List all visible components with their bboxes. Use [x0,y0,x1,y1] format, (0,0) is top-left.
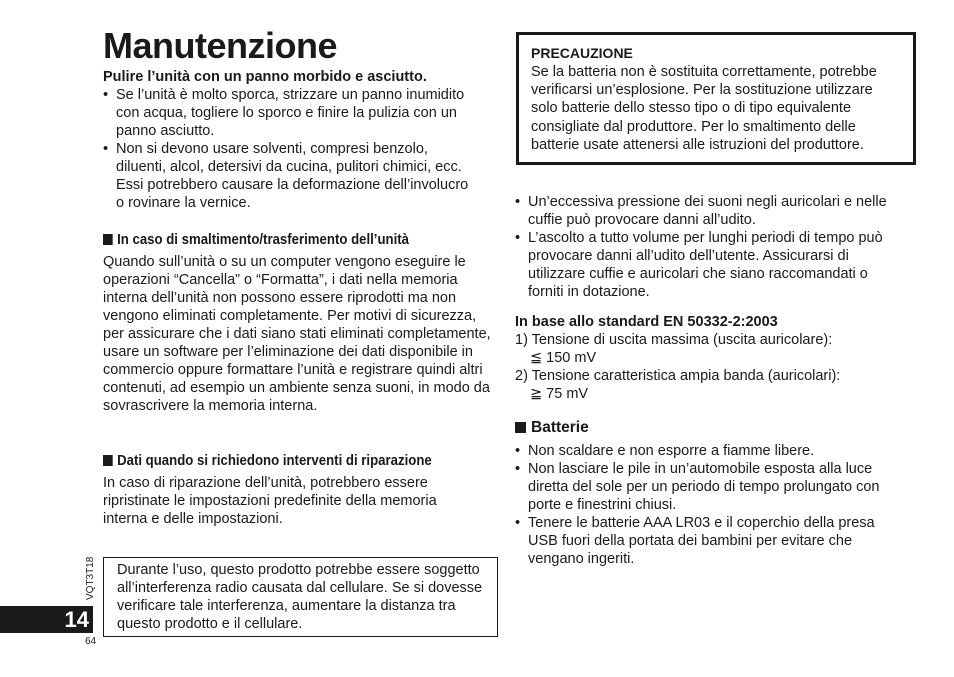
note-text: Durante l’uso, questo prodotto potrebbe essere soggetto all’interferenza radio causata dal cellulare. Se si dovesse verificare tale interferenza, aumentare la distanza tra questo prodotto e il cellulare. [117,562,483,632]
section-heading-text: Batterie [531,419,589,436]
cleaning-list [103,86,478,212]
cleaning-heading: Pulire l’unità con un panno morbido e asciutto. [103,69,427,85]
page-number: 14 [0,606,93,633]
section-heading-text: Dati quando si richiedono interventi di riparazione [117,452,432,469]
document-code: VQT3T18 [85,556,96,600]
standard-list [515,331,907,403]
footer-number: 64 [85,636,97,647]
battery-list [515,442,903,568]
standard-item-value: ≦ 150 mV [530,350,597,366]
list-item: • Tenere le batterie AAA LR03 e il coperchio della presa USB fuori della portata dei bambini per evitare che vengano ingeriti. [515,514,903,568]
caution-box [516,32,916,165]
caution-title: PRECAUZIONE [531,45,633,61]
repair-section-heading [103,451,432,470]
standard-item-value: ≧ 75 mV [530,386,589,402]
disposal-section-heading [103,230,409,249]
battery-section-heading [515,418,589,437]
section-heading-text: In caso di smaltimento/trasferimento dell’unità [117,231,410,248]
square-bullet-icon [103,455,113,466]
repair-text: In caso di riparazione dell’unità, potrebbero essere ripristinate le impostazioni predefinite della memoria interna e delle impostazioni. [103,475,437,527]
list-item: • L’ascolto a tutto volume per lunghi periodi di tempo può provocare danni all’udito dell’utente. Assicurarsi di utilizzare cuffie e auricolari che siano raccomandati o forniti in dotazione. [515,229,895,301]
list-item: • Se l’unità è molto sporca, strizzare un panno inumidito con acqua, togliere lo sporco e finire la pulizia con un panno asciutto. [103,86,478,140]
list-item: • Non lasciare le pile in un’automobile esposta alla luce diretta del sole per un periodo di tempo prolungato con porte e finestrini chiusi. [515,460,903,514]
list-item: • Un’eccessiva pressione dei suoni negli auricolari e nelle cuffie può provocare danni all’udito. [515,193,895,229]
standard-item-label: 2) Tensione caratteristica ampia banda (auricolari): [515,368,841,384]
list-item: • Non scaldare e non esporre a fiamme libere. [515,442,903,460]
square-bullet-icon [515,422,526,433]
standard-item-label: 1) Tensione di uscita massima (uscita auricolare): [515,332,833,348]
hearing-list [515,193,895,301]
standard-heading: In base allo standard EN 50332-2:2003 [515,314,778,330]
page-title: Manutenzione [103,25,337,66]
caution-text: Se la batteria non è sostituita correttamente, potrebbe verificarsi un’esplosione. Per la sostituzione utilizzare solo batterie dello stesso tipo o di tipo equivalente consigliate dal produttore. Per lo smaltimento delle batterie usate attenersi alle istruzioni del produttore. [531,64,877,153]
square-bullet-icon [103,234,113,245]
interference-note-box [103,557,498,637]
list-item: • Non si devono usare solventi, compresi benzolo, diluenti, alcol, detersivi da cucina, pulitori chimici, ecc. Essi potrebbero causare la deformazione dell’involucro o rovinare la vernice. [103,140,478,212]
disposal-text: Quando sull’unità o su un computer vengono eseguire le operazioni “Cancella” o “Formatta”, i dati nella memoria interna dell’unità non possono essere riprodotti ma non vengono eliminati completamente. Per motivi di sicurezza, per assicurare che i dati siano stati eliminati completamente, usare un software per l’eliminazione dei dati disponibile in commercio oppure formattare l’unità e registrare quindi altri contenuti, ad esempio un ambiente senza suoni, in modo da sovrascrivere la memoria interna. [103,254,491,414]
